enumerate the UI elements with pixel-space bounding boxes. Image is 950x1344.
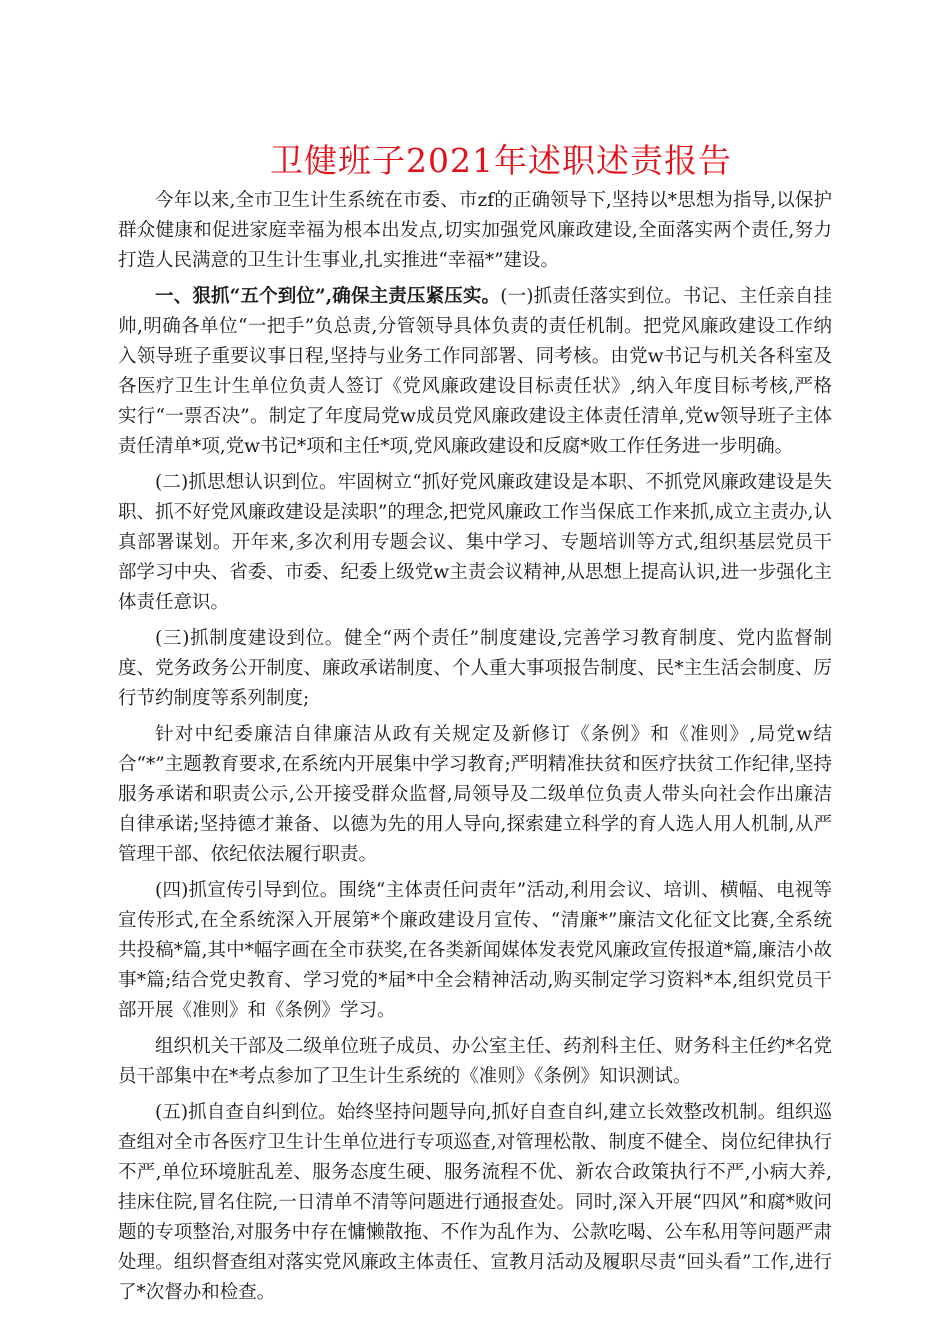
section-heading: 一、狠抓“五个到位”,确保主责压紧压实。 bbox=[155, 286, 501, 307]
paragraph-item-4-detail bbox=[118, 1032, 832, 1092]
paragraph-text: (三)抓制度建设到位。健全“两个责任”制度建设,完善学习教育制度、党内监督制度、党务政务公开制度、廉政承诺制度、个人重大事项报告制度、民*主生活会制度、厉行节约制度等系列制度; bbox=[118, 628, 832, 709]
paragraph-item-5 bbox=[118, 1098, 832, 1308]
paragraph-item-2 bbox=[118, 468, 832, 618]
paragraph-text: 组织机关干部及二级单位班子成员、办公室主任、药剂科主任、财务科主任约*名党员干部集中在*考点参加了卫生计生系统的《准则》《条例》知识测试。 bbox=[118, 1036, 832, 1087]
document-body bbox=[118, 186, 832, 1314]
paragraph-text: (一)抓责任落实到位。书记、主任亲自挂帅,明确各单位“一把手”负总责,分管领导具体负责的责任机制。把党风廉政建设工作纳入领导班子重要议事日程,坚持与业务工作同部署、同考核。由党w书记与机关各科室及各医疗卫生计生单位负责人签订《党风廉政建设目标责任状》,纳入年度目标考核,严格实行“一票否决”。制定了年度局党w成员党风廉政建设主体责任清单,党w领导班子主体责任清单*项,党w书记*项和主任*项,党风廉政建设和反腐*败工作任务进一步明确。 bbox=[118, 286, 832, 457]
paragraph-text: (五)抓自查自纠到位。始终坚持问题导向,抓好自查自纠,建立长效整改机制。组织巡查组对全市各医疗卫生计生单位进行专项巡查,对管理松散、制度不健全、岗位纪律执行不严,单位环境脏乱差、服务态度生硬、服务流程不优、新农合政策执行不严,小病大养,挂床住院,冒名住院,一日清单不清等问题进行通报查处。同时,深入开展“四风”和腐*败问题的专项整治,对服务中存在慵懒散拖、不作为乱作为、公款吃喝、公车私用等问题严肃处理。组织督查组对落实党风廉政主体责任、宣教月活动及履职尽责“回头看”工作,进行了*次督办和检查。 bbox=[118, 1102, 832, 1303]
paragraph-text: (二)抓思想认识到位。牢固树立“抓好党风廉政建设是本职、不抓党风廉政建设是失职、抓不好党风廉政建设是渎职”的理念,把党风廉政工作当保底工作来抓,成立主责办,认真部署谋划。开年来,多次利用专题会议、集中学习、专题培训等方式,组织基层党员干部学习中央、省委、市委、纪委上级党w主责会议精神,从思想上提高认识,进一步强化主体责任意识。 bbox=[118, 472, 832, 613]
paragraph-item-4 bbox=[118, 876, 832, 1026]
paragraph-text: 针对中纪委廉洁自律廉洁从政有关规定及新修订《条例》和《准则》,局党w结合“*”主题教育要求,在系统内开展集中学习教育;严明精准扶贫和医疗扶贫工作纪律,坚持服务承诺和职责公示,公开接受群众监督,局领导及二级单位负责人带头向社会作出廉洁自律承诺;坚持德才兼备、以德为先的用人导向,探索建立科学的育人选人用人机制,从严管理干部、依纪依法履行职责。 bbox=[118, 724, 832, 865]
paragraph-item-3 bbox=[118, 624, 832, 714]
paragraph-item-3-detail bbox=[118, 720, 832, 870]
page-title: 卫健班子2021年述职述责报告 bbox=[270, 141, 732, 180]
paragraph-intro bbox=[118, 186, 832, 276]
paragraph-text: (四)抓宣传引导到位。围绕“主体责任问责年”活动,利用会议、培训、横幅、电视等宣传形式,在全系统深入开展第*个廉政建设月宣传、“清廉*”廉洁文化征文比赛,全系统共投稿*篇,其中*幅字画在全市获奖,在各类新闻媒体发表党风廉政宣传报道*篇,廉洁小故事*篇;结合党史教育、学习党的*届*中全会精神活动,购买制定学习资料*本,组织党员干部开展《准则》和《条例》学习。 bbox=[118, 880, 832, 1021]
paragraph-section-1 bbox=[118, 282, 832, 462]
paragraph-text: 今年以来,全市卫生计生系统在市委、市zf的正确领导下,坚持以*思想为指导,以保护群众健康和促进家庭幸福为根本出发点,切实加强党风廉政建设,全面落实两个责任,努力打造人民满意的卫生计生事业,扎实推进“幸福*”建设。 bbox=[118, 190, 832, 271]
